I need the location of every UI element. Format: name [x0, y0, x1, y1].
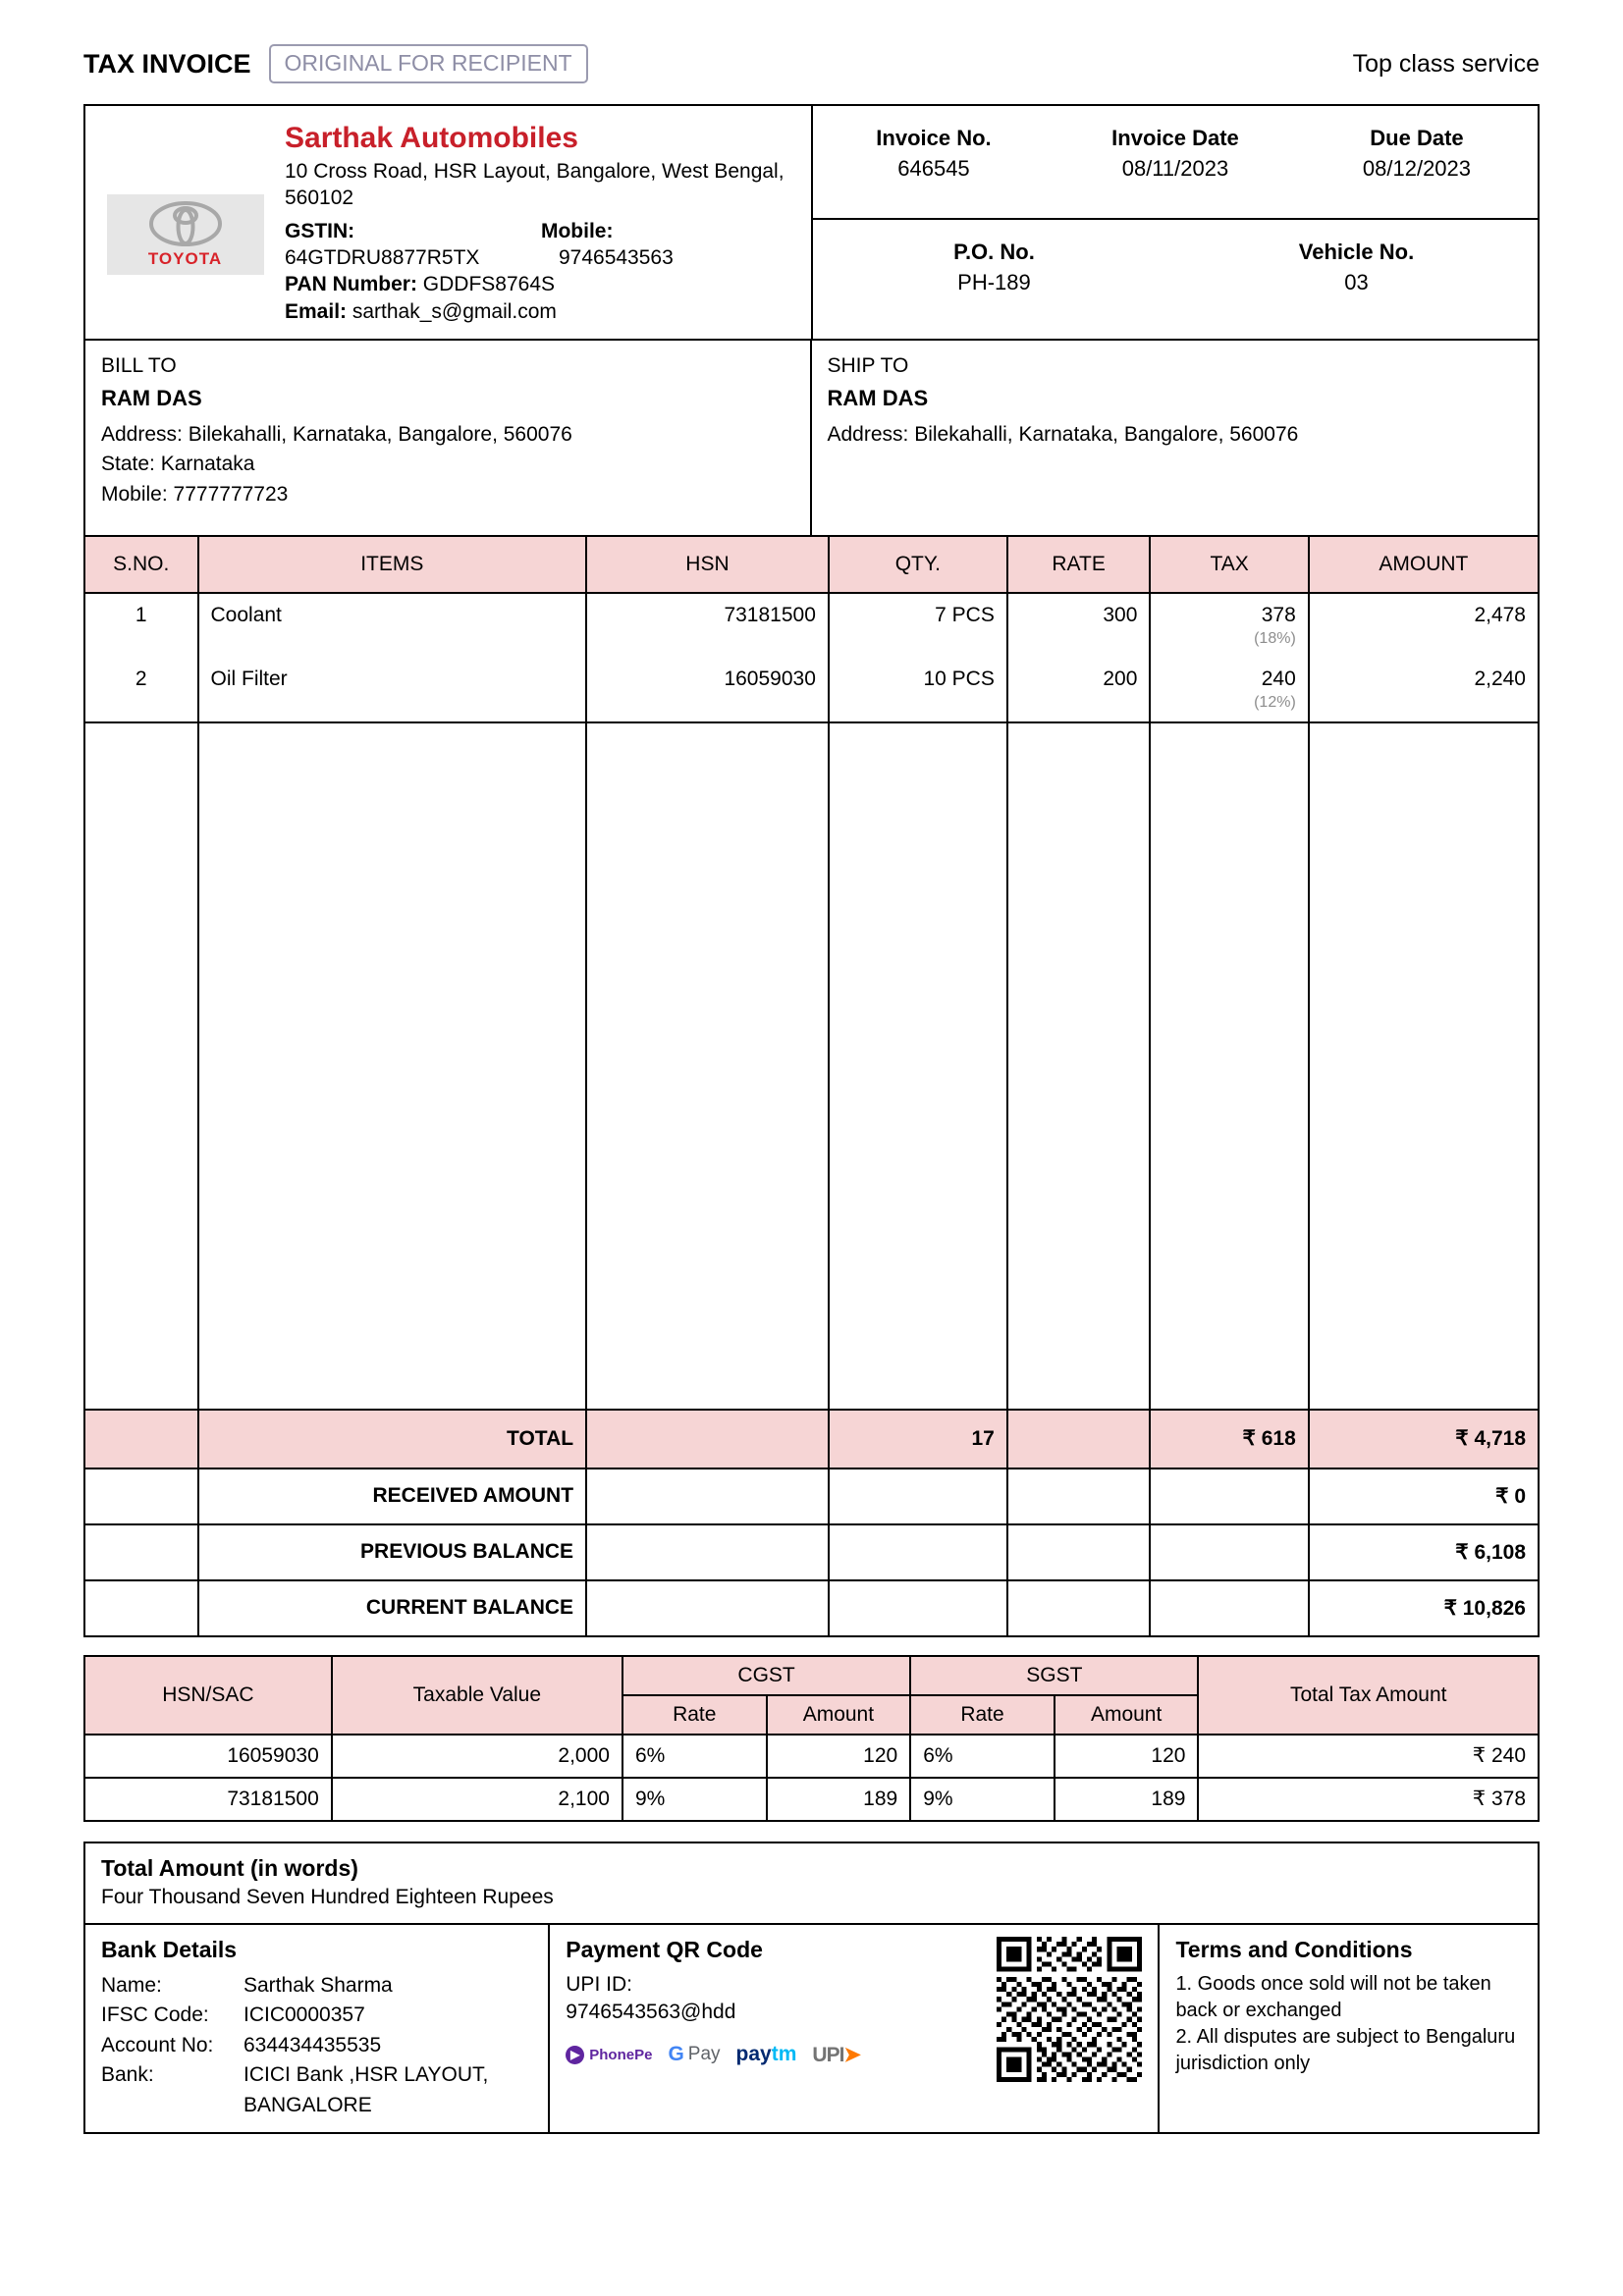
gst-row-sgst-amount: 189 [1055, 1778, 1199, 1821]
gst-header-cgst: CGST [622, 1656, 910, 1695]
received-amount-label: RECEIVED AMOUNT [198, 1468, 587, 1524]
upi-icon [812, 2043, 860, 2067]
gst-row-taxable-value: 2,100 [332, 1778, 622, 1821]
bank-details-title: Bank Details [101, 1936, 238, 1962]
total-qty: 17 [829, 1410, 1007, 1468]
bill-to-mobile-value: 7777777723 [173, 482, 289, 506]
previous-balance-value: ₹ 6,108 [1309, 1524, 1539, 1580]
phonepe-icon [566, 2046, 652, 2064]
filler-cell [84, 722, 198, 1410]
row-sno: 2 [84, 658, 198, 722]
gst-header-sgst: SGST [910, 1656, 1198, 1695]
ship-to-block [812, 341, 1539, 535]
items-header-items: ITEMS [198, 536, 587, 593]
gstin-value: 64GTDRU8877R5TX [285, 246, 480, 270]
bank-branch-row [101, 2060, 532, 2120]
gst-row-sgst-rate: 9% [910, 1778, 1055, 1821]
phonepe-mark: ▶ [566, 2046, 584, 2064]
terms-and-conditions-block [1160, 1925, 1538, 2132]
invoice-no-value: 646545 [897, 156, 970, 181]
current-balance-row [84, 1580, 1539, 1636]
filler-cell [1150, 722, 1308, 1410]
row-tax-amount: 378 [1261, 603, 1296, 626]
row-rate: 200 [1007, 658, 1151, 722]
toyota-emblem-icon [149, 200, 222, 247]
vehicle-no-value: 03 [1344, 270, 1369, 294]
bill-to-state-row [101, 450, 794, 479]
amount-in-words-block [83, 1842, 1540, 1923]
gst-header-hsn-sac: HSN/SAC [84, 1656, 332, 1735]
upi-slash-mark: ➤ [843, 2043, 861, 2066]
current-balance-value: ₹ 10,826 [1309, 1580, 1539, 1636]
due-date-value: 08/12/2023 [1362, 156, 1472, 181]
gst-row-hsn: 73181500 [84, 1778, 332, 1821]
row-amount: 2,478 [1309, 593, 1539, 658]
bank-ifsc-value: ICIC0000357 [243, 2003, 365, 2027]
paytm-pay-part: pay [735, 2043, 772, 2066]
bank-ifsc-label: IFSC Code: [101, 2003, 209, 2027]
invoice-header-block [83, 104, 1540, 339]
table-row [84, 1735, 1539, 1778]
invoice-date-value: 08/11/2023 [1121, 156, 1229, 181]
previous-balance-label: PREVIOUS BALANCE [198, 1524, 587, 1580]
gst-row-cgst-rate: 9% [622, 1778, 767, 1821]
bill-to-mobile-label: Mobile: [101, 482, 168, 506]
terms-title: Terms and Conditions [1175, 1936, 1413, 1962]
qr-code-wrap [997, 1937, 1142, 2120]
items-header-qty: QTY. [829, 536, 1007, 593]
gst-row-sgst-rate: 6% [910, 1735, 1055, 1778]
payment-qr-title: Payment QR Code [566, 1936, 763, 1962]
summary-blank-rate [1007, 1580, 1151, 1636]
bill-to-mobile-row [101, 480, 794, 509]
vehicle-no-label: Vehicle No. [1298, 240, 1415, 264]
upi-id-value: 9746543563@hdd [566, 2001, 736, 2024]
gst-row-total-tax: ₹ 240 [1198, 1735, 1539, 1778]
phonepe-label: PhonePe [589, 2046, 653, 2063]
bill-to-state-label: State: [101, 453, 155, 476]
summary-blank-sno [84, 1580, 198, 1636]
gst-row-total-tax: ₹ 378 [1198, 1778, 1539, 1821]
gstin-label: GSTIN: [285, 219, 355, 242]
bill-to-state-value: Karnataka [160, 453, 255, 476]
row-item: Oil Filter [198, 658, 587, 722]
row-amount: 2,240 [1309, 658, 1539, 722]
ship-to-address-label: Address: [827, 422, 909, 446]
seller-mobile-label: Mobile: [540, 219, 614, 242]
gst-row-cgst-amount: 120 [767, 1735, 911, 1778]
row-tax-percent: (18%) [1254, 629, 1296, 647]
summary-blank-tax [1150, 1468, 1308, 1524]
toyota-wordmark: TOYOTA [147, 249, 223, 269]
ship-to-title: SHIP TO [827, 353, 909, 377]
payment-logos [566, 2043, 860, 2067]
row-tax [1150, 593, 1308, 658]
items-header-amount: AMOUNT [1309, 536, 1539, 593]
bill-to-address-value: Bilekahalli, Karnataka, Bangalore, 560076 [188, 422, 572, 446]
gst-table-head [84, 1656, 1539, 1735]
filler-cell [586, 722, 829, 1410]
pan-label: PAN Number: [285, 273, 417, 296]
received-amount-value: ₹ 0 [1309, 1468, 1539, 1524]
summary-blank-rate [1007, 1524, 1151, 1580]
invoice-meta-block [813, 106, 1538, 339]
ship-to-address-value: Bilekahalli, Karnataka, Bangalore, 560076 [914, 422, 1299, 446]
original-for-recipient-badge: ORIGINAL FOR RECIPIENT [269, 44, 588, 83]
logo-cell [99, 122, 271, 325]
row-qty: 10 PCS [829, 658, 1007, 722]
invoice-meta-bottom-row [813, 220, 1538, 332]
row-hsn: 16059030 [586, 658, 829, 722]
summary-blank-hsn [586, 1524, 829, 1580]
po-no-value: PH-189 [957, 270, 1031, 294]
items-total-row [84, 1410, 1539, 1468]
row-tax [1150, 658, 1308, 722]
gst-table-body [84, 1735, 1539, 1821]
row-sno: 1 [84, 593, 198, 658]
summary-blank-hsn [586, 1468, 829, 1524]
summary-blank-sno [84, 1524, 198, 1580]
gstin-mobile-row [285, 218, 797, 244]
summary-blank-qty [829, 1468, 1007, 1524]
bank-account-row [101, 2031, 532, 2060]
bill-to-block [85, 341, 812, 535]
bill-to-name: RAM DAS [101, 385, 202, 410]
gst-header-cgst-amount: Amount [767, 1695, 911, 1735]
total-blank-hsn [586, 1410, 829, 1468]
filler-cell [1309, 722, 1539, 1410]
seller-block [85, 106, 813, 339]
due-date-label: Due Date [1370, 126, 1464, 150]
table-row [84, 1778, 1539, 1821]
bank-name-row [101, 1971, 532, 2001]
ship-to-name: RAM DAS [827, 385, 929, 410]
items-header-row [84, 536, 1539, 593]
row-qty: 7 PCS [829, 593, 1007, 658]
due-date-cell [1296, 106, 1538, 218]
footer-block [83, 1923, 1540, 2134]
pan-value: GDDFS8764S [422, 273, 556, 296]
total-tax: ₹ 618 [1150, 1410, 1308, 1468]
seller-name: Sarthak Automobiles [285, 122, 578, 154]
bank-account-label: Account No: [101, 2033, 214, 2056]
terms-line: 1. Goods once sold will not be taken back or exchanged [1175, 1972, 1491, 2021]
upi-wordmark: UPI [812, 2043, 844, 2066]
total-label: TOTAL [198, 1410, 587, 1468]
items-table [83, 535, 1540, 1637]
bill-to-address-row [101, 420, 794, 450]
paytm-icon [736, 2043, 797, 2066]
seller-address: 10 Cross Road, HSR Layout, Bangalore, West Bengal, 560102 [285, 160, 784, 209]
summary-blank-qty [829, 1524, 1007, 1580]
table-row [84, 593, 1539, 658]
row-hsn: 73181500 [586, 593, 829, 658]
bank-branch-value: ICICI Bank ,HSR LAYOUT, BANGALORE [243, 2063, 489, 2116]
bank-account-value: 634434435535 [243, 2033, 382, 2056]
filler-cell [1007, 722, 1151, 1410]
bank-name-value: Sarthak Sharma [243, 1973, 393, 1997]
bank-branch-label: Bank: [101, 2063, 154, 2087]
summary-blank-hsn [586, 1580, 829, 1636]
gst-header-sgst-amount: Amount [1055, 1695, 1199, 1735]
received-amount-row [84, 1468, 1539, 1524]
items-filler-row [84, 722, 1539, 1410]
gst-header-total-tax: Total Tax Amount [1198, 1656, 1539, 1735]
google-g-mark: G [668, 2043, 684, 2066]
tax-invoice-label: TAX INVOICE [83, 48, 251, 79]
gst-row-cgst-amount: 189 [767, 1778, 911, 1821]
gst-header-taxable-value: Taxable Value [332, 1656, 622, 1735]
bill-to-address-label: Address: [101, 422, 183, 446]
amount-in-words-title: Total Amount (in words) [101, 1854, 358, 1881]
upi-id-label: UPI ID: [566, 1972, 632, 1996]
filler-cell [829, 722, 1007, 1410]
email-value: sarthak_s@gmail.com [352, 299, 557, 323]
seller-details [271, 122, 797, 325]
gst-row-hsn: 16059030 [84, 1735, 332, 1778]
previous-balance-row [84, 1524, 1539, 1580]
summary-blank-rate [1007, 1468, 1151, 1524]
invoice-no-cell [813, 106, 1055, 218]
items-table-head [84, 536, 1539, 593]
current-balance-label: CURRENT BALANCE [198, 1580, 587, 1636]
terms-line: 2. All disputes are subject to Bengaluru jurisdiction only [1175, 2025, 1516, 2074]
items-table-body [84, 593, 1539, 1636]
toyota-logo [107, 194, 264, 275]
row-tax-percent: (12%) [1254, 693, 1296, 711]
tagline: Top class service [1352, 49, 1540, 78]
po-no-cell [813, 220, 1175, 332]
gst-row-sgst-amount: 120 [1055, 1735, 1199, 1778]
parties-block [83, 339, 1540, 535]
total-amount: ₹ 4,718 [1309, 1410, 1539, 1468]
invoice-date-cell [1055, 106, 1296, 218]
filler-cell [198, 722, 587, 1410]
gst-header-row-1 [84, 1656, 1539, 1695]
items-header-hsn: HSN [586, 536, 829, 593]
table-row [84, 658, 1539, 722]
vehicle-no-cell [1175, 220, 1538, 332]
gst-row-cgst-rate: 6% [622, 1735, 767, 1778]
bank-name-label: Name: [101, 1973, 162, 1997]
items-header-sno: S.NO. [84, 536, 198, 593]
gpay-icon [668, 2043, 720, 2066]
top-left-group [83, 44, 588, 83]
row-rate: 300 [1007, 593, 1151, 658]
items-header-rate: RATE [1007, 536, 1151, 593]
qr-code-icon [997, 1937, 1142, 2082]
gst-header-cgst-rate: Rate [622, 1695, 767, 1735]
ship-to-address-row [828, 420, 1523, 450]
total-blank-rate [1007, 1410, 1151, 1468]
payment-qr-block [550, 1925, 1160, 2132]
summary-blank-tax [1150, 1580, 1308, 1636]
email-label: Email: [285, 299, 348, 323]
invoice-no-label: Invoice No. [876, 126, 992, 150]
summary-blank-qty [829, 1580, 1007, 1636]
summary-blank-tax [1150, 1524, 1308, 1580]
payment-qr-left [566, 1937, 860, 2120]
row-item: Coolant [198, 593, 587, 658]
gst-summary-table [83, 1655, 1540, 1822]
po-no-label: P.O. No. [953, 240, 1035, 264]
invoice-meta-top-row [813, 106, 1538, 220]
row-tax-amount: 240 [1261, 667, 1296, 690]
total-blank-sno [84, 1410, 198, 1468]
summary-blank-sno [84, 1468, 198, 1524]
gst-header-sgst-rate: Rate [910, 1695, 1055, 1735]
pan-row [285, 271, 797, 297]
items-header-tax: TAX [1150, 536, 1308, 593]
gpay-label: Pay [687, 2044, 721, 2065]
amount-in-words-value: Four Thousand Seven Hundred Eighteen Rupees [101, 1885, 554, 1908]
bank-details-block [85, 1925, 550, 2132]
gstin-mobile-values-row [285, 244, 797, 271]
paytm-tm-part: tm [771, 2043, 797, 2066]
top-strip [83, 37, 1540, 90]
email-row [285, 298, 797, 325]
gst-row-taxable-value: 2,000 [332, 1735, 622, 1778]
bill-to-title: BILL TO [101, 353, 177, 377]
invoice-date-label: Invoice Date [1111, 126, 1239, 150]
bank-ifsc-row [101, 2001, 532, 2030]
seller-mobile-value: 9746543563 [558, 246, 674, 270]
